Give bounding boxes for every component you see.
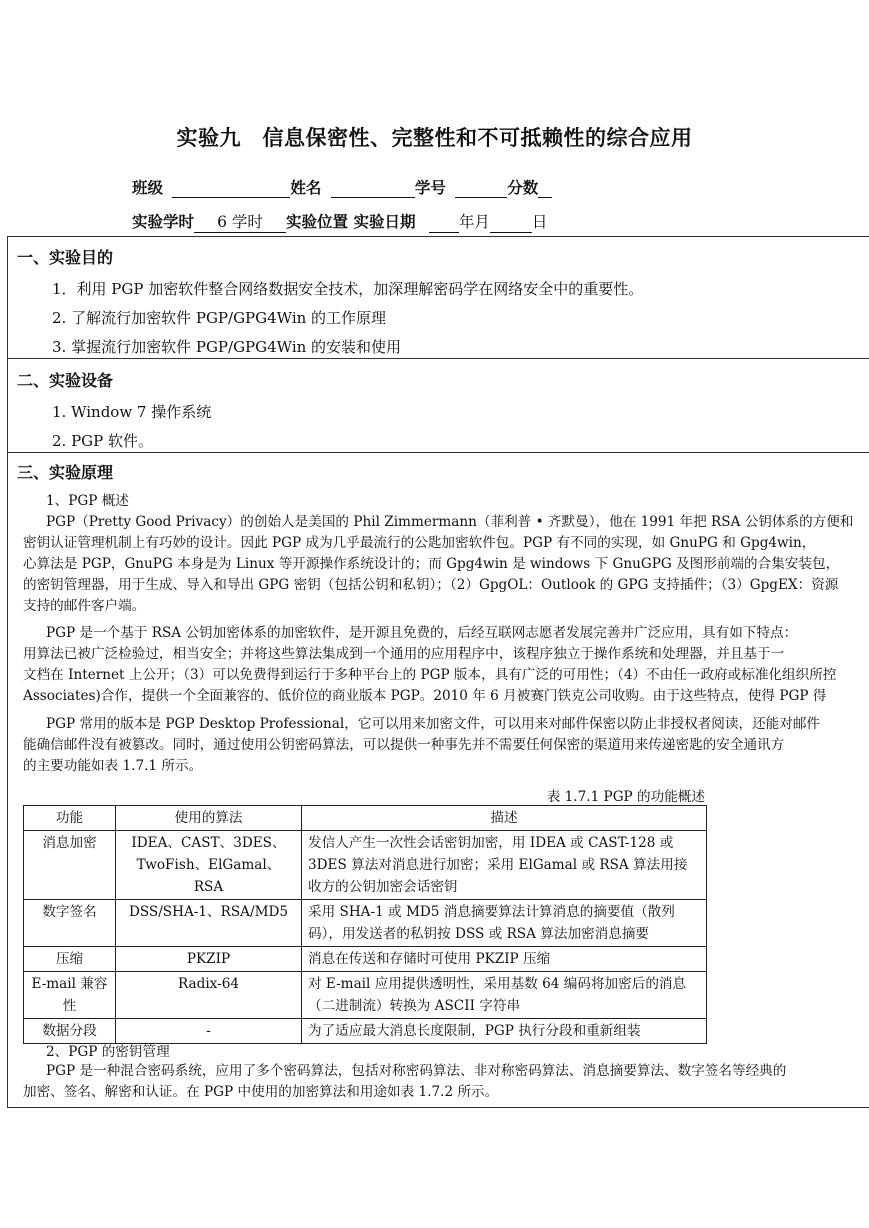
hours-value: 6 学时 [194, 210, 286, 233]
section-equipment [7, 358, 869, 453]
table-row [24, 831, 707, 900]
day-blank[interactable] [490, 216, 532, 233]
cell-algorithm: PKZIP [116, 947, 302, 972]
text-line: 加密、签名、解密和认证。在 PGP 中使用的加密算法和用途如表 1.7.2 所示。 [23, 1084, 499, 1100]
text-line: 支持的邮件客户端。 [23, 598, 146, 614]
column-header: 描述 [302, 806, 707, 831]
day-label: 日 [531, 213, 548, 231]
column-header: 使用的算法 [116, 806, 302, 831]
table-row [24, 947, 707, 972]
paragraph-pgp-versions [23, 714, 869, 777]
text-line: 能确信邮件没有被篡改。同时，通过使用公钥密码算法，可以提供一种事先并不需要任何保密的渠道用来传递密匙的安全通讯方 [23, 737, 785, 753]
section-heading: 一、实验目的 [17, 248, 114, 267]
text-line: Associates)合作，提供一个全面兼容的、低价位的商业版本 PGP。2010 年 6 月被赛门铁克公司收购。由于这些特点，使得 PGP 得 [23, 688, 827, 704]
paragraph-pgp-features [23, 623, 869, 707]
cell-function: 压缩 [24, 947, 116, 972]
id-blank[interactable] [455, 181, 507, 198]
name-label: 姓名 [290, 178, 322, 197]
subsection-title: 1、PGP 概述 [46, 493, 129, 509]
cell-function: 数字签名 [24, 900, 116, 947]
paragraph-pgp-overview [23, 512, 869, 617]
section-purpose [7, 236, 869, 359]
score-label: 分数 [507, 178, 539, 197]
paragraph-key-management [23, 1061, 869, 1103]
id-label: 学号 [414, 178, 446, 197]
table-row [24, 972, 707, 1019]
equipment-item: 1. Window 7 操作系统 [52, 403, 212, 421]
cell-algorithm: Radix-64 [116, 972, 302, 1019]
experiment-info-row [132, 210, 547, 233]
cell-description: 发信人产生一次性会话密钥加密，用 IDEA 或 CAST-128 或 3DES 算法对消息进行加密；采用 ElGamal 或 RSA 算法用接收方的公钥加密会话密钥 [302, 831, 707, 900]
cell-function: 数据分段 [24, 1019, 116, 1044]
text-line: PGP 是一个基于 RSA 公钥加密体系的加密软件，是开源且免费的，后经互联网志愿者发展完善并广泛应用，具有如下特点： [46, 625, 798, 641]
purpose-item: 3. 掌握流行加密软件 PGP/GPG4Win 的安装和使用 [52, 338, 402, 356]
text-line: 文档在 Internet 上公开；（3）可以免费得到运行于多种平台上的 PGP 版本，具有广泛的可用性；（4）不由任一政府或标准化组织所控 [23, 667, 837, 683]
cell-function: 消息加密 [24, 831, 116, 900]
date-label: 实验日期 [353, 212, 416, 231]
class-label: 班级 [132, 178, 164, 197]
subsection-title: 2、PGP 的密钥管理 [46, 1044, 170, 1060]
cell-description: 为了适应最大消息长度限制，PGP 执行分段和重新组装 [302, 1019, 707, 1044]
score-blank[interactable] [538, 181, 552, 198]
text-line: 心算法是 PGP，GnuPG 本身是为 Linux 等开源操作系统设计的；而 Gpg4win 是 windows 下 GnuGPG 及图形前端的合集安装包， [23, 556, 840, 572]
text-line: 的密钥管理器，用于生成、导入和导出 GPG 密钥（包括公钥和私钥）；（2）GpgOL：Outlook 的 GPG 支持插件；（3）GpgEX：资源 [23, 577, 839, 593]
cell-algorithm: - [116, 1019, 302, 1044]
section-heading: 三、实验原理 [17, 463, 114, 482]
cell-description: 消息在传送和存储时可使用 PKZIP 压缩 [302, 947, 707, 972]
text-line: PGP 是一种混合密码系统，应用了多个密码算法，包括对称密码算法、非对称密码算法、消息摘要算法、数字签名等经典的 [46, 1063, 787, 1079]
class-blank[interactable] [172, 181, 290, 198]
section-heading: 二、实验设备 [17, 371, 114, 390]
document-title: 实验九 信息保密性、完整性和不可抵赖性的综合应用 [176, 125, 693, 150]
text-line: 用算法已被广泛检验过，相当安全；并将这些算法集成到一个通用的应用程序中，该程序独立于操作系统和处理器，并且基于一 [23, 646, 785, 662]
year-blank[interactable] [429, 216, 459, 233]
cell-function: E-mail 兼容性 [24, 972, 116, 1019]
year-month-label: 年月 [458, 213, 490, 231]
text-line: 密钥认证管理机制上有巧妙的设计。因此 PGP 成为几乎最流行的公匙加密软件包。PGP 有不同的实现，如 GnuPG 和 Gpg4win， [23, 535, 816, 551]
table-header-row [24, 806, 707, 831]
purpose-item: 2. 了解流行加密软件 PGP/GPG4Win 的工作原理 [52, 309, 387, 327]
text-line: 的主要功能如表 1.7.1 所示。 [23, 758, 203, 774]
text-line: PGP 常用的版本是 PGP Desktop Professional，它可以用来加密文件，可以用来对邮件保密以防止非授权者阅读，还能对邮件 [46, 716, 821, 732]
cell-algorithm: DSS/SHA-1、RSA/MD5 [116, 900, 302, 947]
table-row [24, 1019, 707, 1044]
text-line: PGP（Pretty Good Privacy）的创始人是美国的 Phil Zimmermann（菲利普 • 齐默曼），他在 1991 年把 RSA 公钥体系的方便和 [46, 514, 854, 530]
cell-description: 对 E-mail 应用提供透明性，采用基数 64 编码将加密后的消息（二进制流）转换为 ASCII 字符串 [302, 972, 707, 1019]
column-header: 功能 [24, 806, 116, 831]
cell-algorithm: IDEA、CAST、3DES、TwoFish、ElGamal、RSA [116, 831, 302, 900]
table-row [24, 900, 707, 947]
location-label: 实验位置 [286, 212, 349, 231]
pgp-function-table [23, 805, 707, 1044]
table-caption: 表 1.7.1 PGP 的功能概述 [546, 789, 705, 805]
cell-description: 采用 SHA-1 或 MD5 消息摘要算法计算消息的摘要值（散列码），用发送者的私钥按 DSS 或 RSA 算法加密消息摘要 [302, 900, 707, 947]
hours-label: 实验学时 [132, 212, 195, 231]
student-info-row [132, 176, 552, 198]
purpose-item: 1．利用 PGP 加密软件整合网络数据安全技术，加深理解密码学在网络安全中的重要性。 [52, 280, 644, 298]
name-blank[interactable] [331, 181, 415, 198]
equipment-item: 2. PGP 软件。 [52, 432, 154, 450]
